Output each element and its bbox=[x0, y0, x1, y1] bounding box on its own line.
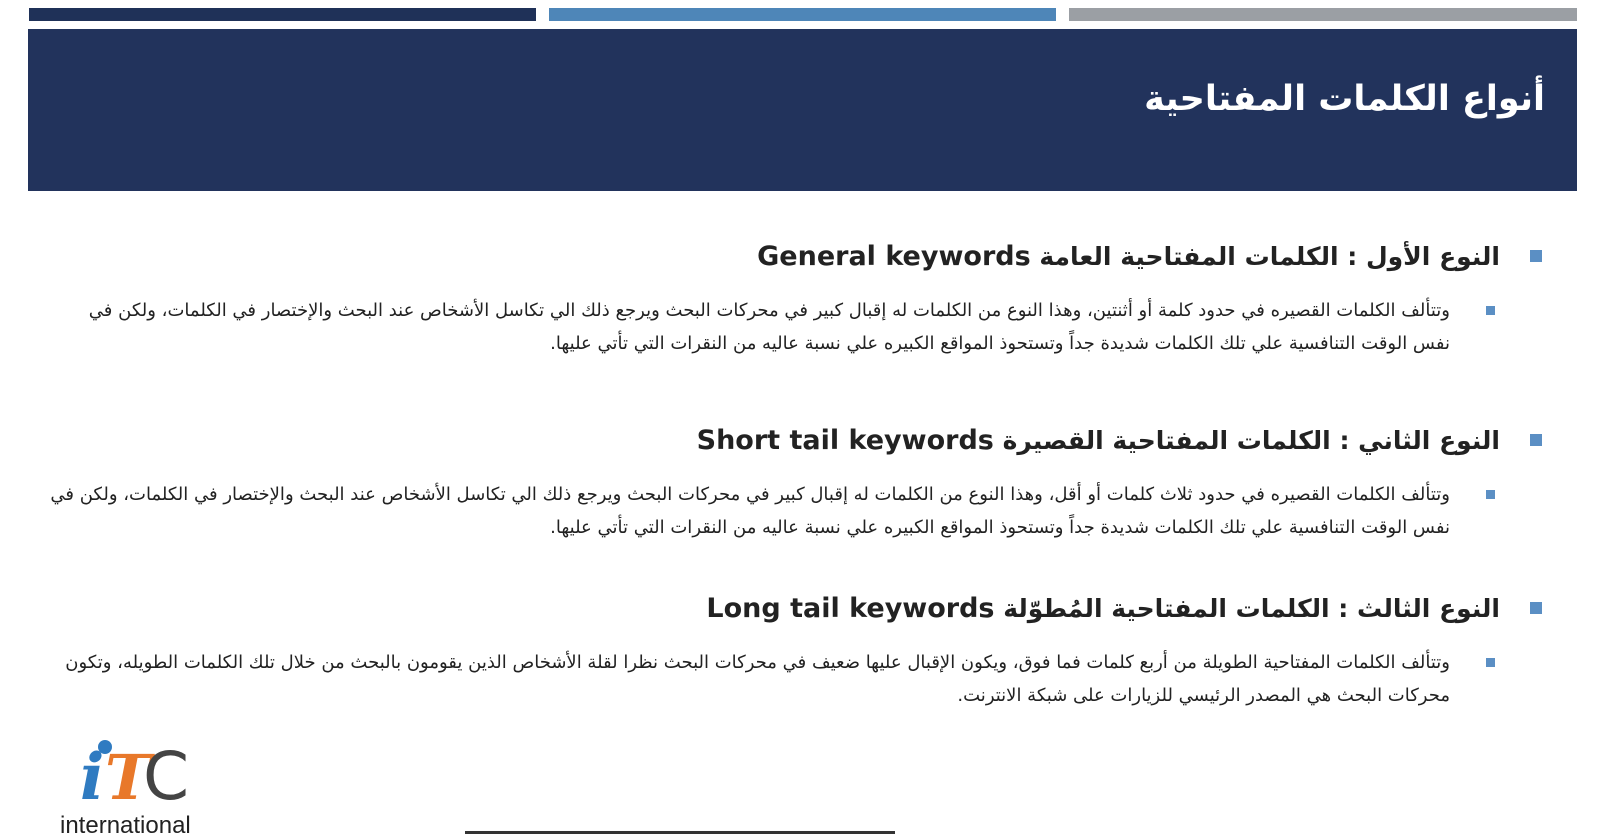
section-heading bbox=[50, 592, 1550, 626]
section-body bbox=[50, 646, 1550, 712]
itc-logo bbox=[58, 738, 218, 839]
logo-letter-t: T bbox=[105, 741, 152, 814]
square-bullet-icon bbox=[1486, 658, 1495, 667]
top-bar-blue bbox=[549, 8, 1056, 21]
heading-english: General keywords bbox=[757, 241, 1031, 272]
body-text: وتتألف الكلمات القصيره في حدود كلمة أو أثنتين، وهذا النوع من الكلمات له إقبال كبير في محركات البحث ويرجع ذلك الي تكاسل الأشخاص عند البحث والإختصار في الكلمات، ولكن في نفس الوقت التنافسية علي تلك الكلمات شديدة جداً وتستحوذ المواقع الكبيره علي نسبة عاليه من النقرات التي تأتي عليها. bbox=[88, 300, 1450, 354]
top-bar-grey bbox=[1069, 8, 1577, 21]
section-body bbox=[50, 294, 1550, 360]
square-bullet-icon bbox=[1530, 434, 1542, 446]
body-text: وتتألف الكلمات المفتاحية الطويلة من أربع كلمات فما فوق، ويكون الإقبال عليها ضعيف في محركات البحث نظرا لقلة الأشخاص الذين يقومون بالبحث من خلال تلك الكلمات الطويله، وتكون محركات البحث هي المصدر الرئيسي للزيارات على شبكة الانترنت. bbox=[65, 652, 1450, 706]
heading-english: Long tail keywords bbox=[706, 593, 995, 624]
square-bullet-icon bbox=[1486, 490, 1495, 499]
heading-arabic: النوع الثاني : الكلمات المفتاحية القصيرة bbox=[1002, 426, 1500, 455]
section-general bbox=[50, 240, 1550, 360]
section-short-tail bbox=[50, 424, 1550, 544]
heading-arabic: النوع الأول : الكلمات المفتاحية العامة bbox=[1039, 242, 1500, 271]
slide-title: أنواع الكلمات المفتاحية bbox=[1144, 79, 1545, 119]
section-long-tail bbox=[50, 592, 1550, 712]
heading-english: Short tail keywords bbox=[696, 425, 994, 456]
square-bullet-icon bbox=[1530, 250, 1542, 262]
slide-header bbox=[28, 29, 1577, 191]
logo-text: international bbox=[60, 812, 191, 839]
heading-arabic: النوع الثالث : الكلمات المفتاحية المُطوّلة bbox=[1003, 594, 1500, 623]
square-bullet-icon bbox=[1486, 306, 1495, 315]
body-text: وتتألف الكلمات القصيره في حدود ثلاث كلمات أو أقل، وهذا النوع من الكلمات له إقبال كبير في محركات البحث ويرجع ذلك الي تكاسل الأشخاص عند البحث والإختصار في الكلمات، ولكن في نفس الوقت التنافسية علي تلك الكلمات شديدة جداً وتستحوذ المواقع الكبيره علي نسبة عاليه من النقرات التي تأتي عليها. bbox=[50, 484, 1450, 538]
square-bullet-icon bbox=[1530, 602, 1542, 614]
section-heading bbox=[50, 424, 1550, 458]
section-heading bbox=[50, 240, 1550, 274]
section-body bbox=[50, 478, 1550, 544]
top-bar-dark bbox=[29, 8, 536, 21]
logo-letter-i: i bbox=[80, 740, 105, 815]
logo-letter-c: C bbox=[143, 738, 190, 815]
